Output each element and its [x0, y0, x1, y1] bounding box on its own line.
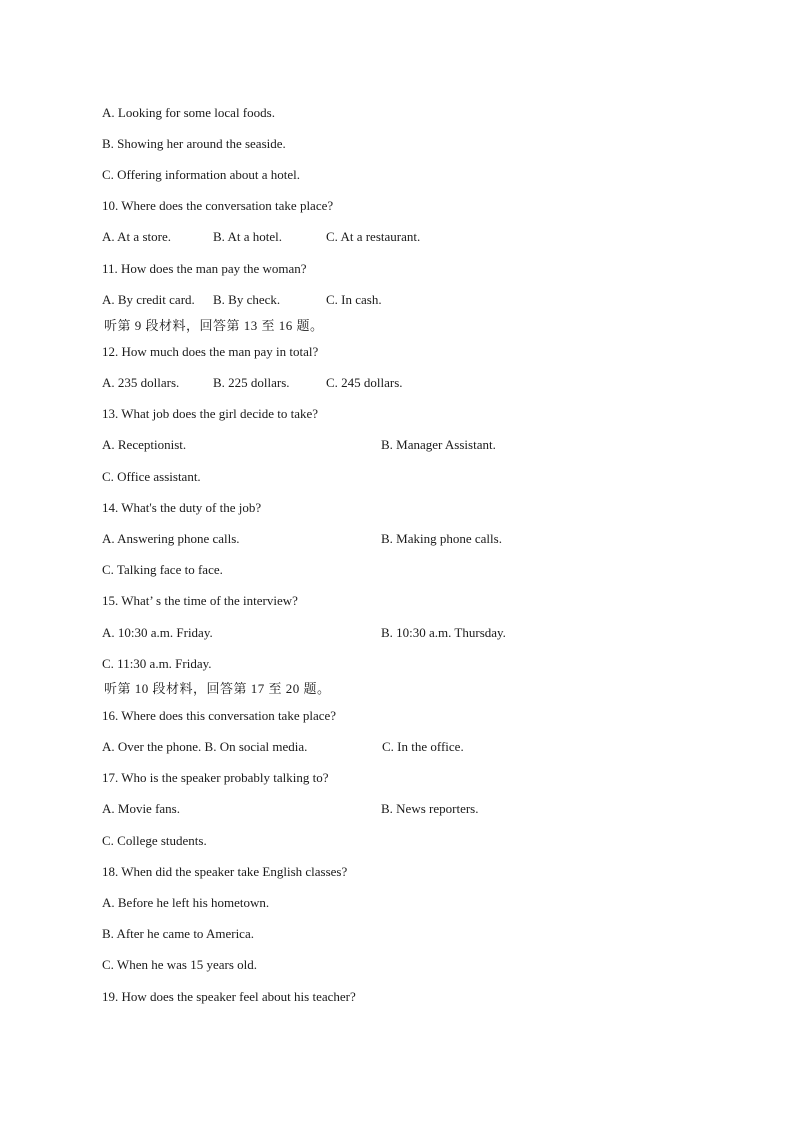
question-line: 17. Who is the speaker probably talking to?: [102, 770, 329, 785]
option-c: C. 11:30 a.m. Friday.: [102, 656, 212, 671]
option-c: C. When he was 15 years old.: [102, 957, 258, 972]
option-a: A. At a store.: [102, 229, 171, 244]
option-b: B. At a hotel.: [213, 229, 282, 244]
option-a: A. 10:30 a.m. Friday.: [102, 625, 213, 640]
question-line: 18. When did the speaker take English classes?: [102, 864, 348, 879]
option-line: C. Offering information about a hotel.: [102, 167, 300, 182]
option-b: B. Manager Assistant.: [381, 437, 496, 452]
option-a: A. Answering phone calls.: [102, 531, 240, 546]
option-a: A. By credit card.: [102, 292, 195, 307]
option-c: C. In the office.: [382, 739, 464, 754]
option-b: B. News reporters.: [381, 801, 479, 816]
option-b: B. 10:30 a.m. Thursday.: [381, 625, 506, 640]
question-line: 14. What's the duty of the job?: [102, 500, 262, 515]
question-line: 10. Where does the conversation take place?: [102, 198, 334, 213]
option-c: C. 245 dollars.: [326, 375, 403, 390]
option-line: A. Looking for some local foods.: [102, 105, 275, 120]
question-line: 13. What job does the girl decide to take?: [102, 406, 318, 421]
question-line: 16. Where does this conversation take place?: [102, 708, 337, 723]
question-line: 19. How does the speaker feel about his teacher?: [102, 989, 356, 1004]
option-c: C. Office assistant.: [102, 469, 201, 484]
option-line: B. Showing her around the seaside.: [102, 136, 286, 151]
question-line: 15. What’ s the time of the interview?: [102, 593, 298, 608]
option-c: C. Talking face to face.: [102, 562, 223, 577]
option-a: A. Before he left his hometown.: [102, 895, 270, 910]
option-b: B. By check.: [213, 292, 281, 307]
option-b: B. 225 dollars.: [213, 375, 290, 390]
option-c: C. In cash.: [326, 292, 382, 307]
option-b: B. After he came to America.: [102, 926, 254, 941]
option-a: A. Receptionist.: [102, 437, 187, 452]
option-a-b: A. Over the phone. B. On social media.: [102, 739, 308, 754]
section-instruction: 听第 9 段材料，回答第 13 至 16 题。: [104, 318, 324, 333]
option-a: A. 235 dollars.: [102, 375, 180, 390]
question-line: 12. How much does the man pay in total?: [102, 344, 319, 359]
section-instruction: 听第 10 段材料，回答第 17 至 20 题。: [104, 681, 331, 696]
question-line: 11. How does the man pay the woman?: [102, 261, 307, 276]
option-c: C. College students.: [102, 833, 207, 848]
option-b: B. Making phone calls.: [381, 531, 502, 546]
option-a: A. Movie fans.: [102, 801, 180, 816]
option-c: C. At a restaurant.: [326, 229, 421, 244]
